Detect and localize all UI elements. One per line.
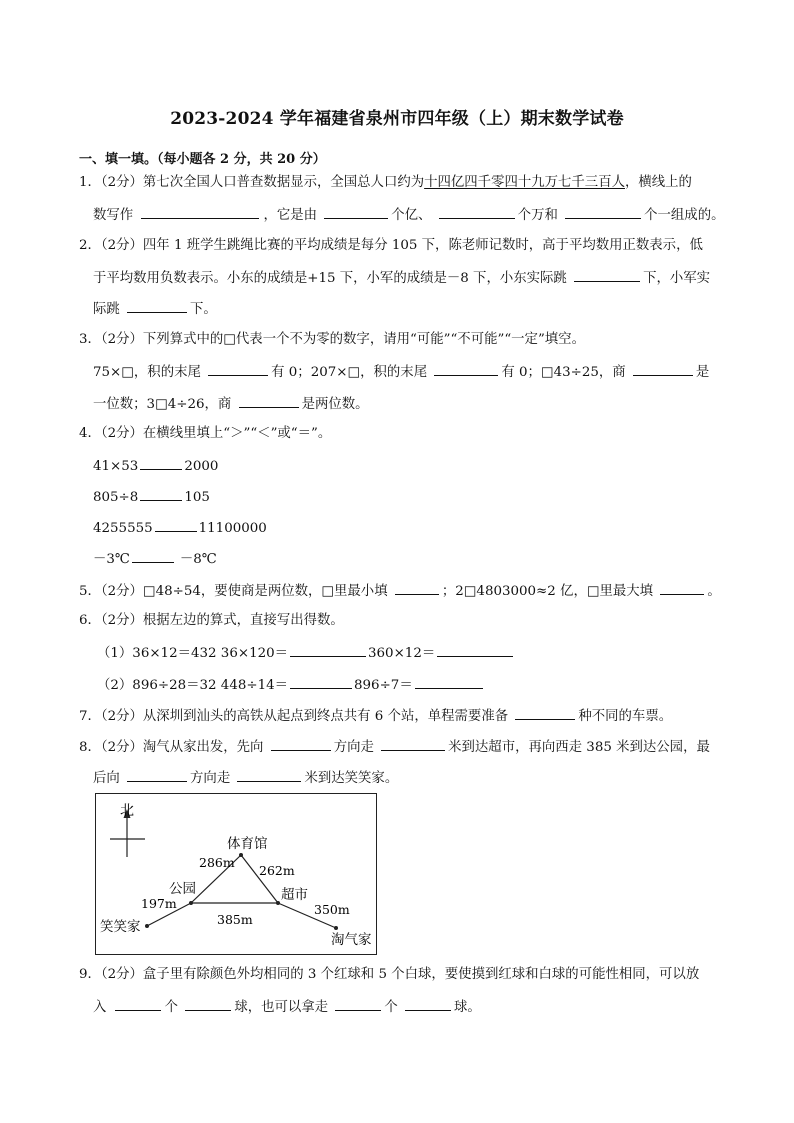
q6-line1: 6．（2分）根据左边的算式，直接写出得数。	[79, 613, 344, 628]
market-point	[276, 901, 280, 905]
q5-number: 5．	[79, 584, 101, 599]
q4-item: 4255555 11100000	[93, 517, 267, 539]
taoqi-home-label: 淘气家	[331, 932, 372, 948]
gym-label: 体育馆	[227, 836, 268, 852]
q4-line1: 4．（2分）在横线里填上“＞”“＜”或“＝”。	[79, 426, 332, 441]
answer-blank[interactable]	[115, 996, 161, 1011]
answer-blank[interactable]	[208, 361, 268, 376]
answer-blank[interactable]	[415, 674, 483, 689]
q2-line1: 2．（2分）四年 1 班学生跳绳比赛的平均成绩是每分 105 下，陈老师记数时，高于平均数用正数表示，低	[79, 238, 703, 253]
answer-blank[interactable]	[324, 204, 388, 219]
distance-park-gym: 286m	[199, 855, 235, 870]
q4-item: 41×53 2000	[93, 455, 218, 477]
q1-line1: 1．（2分）第七次全国人口普查数据显示，全国总人口约为十四亿四千零四十九万七千三百人，横线上的	[79, 175, 692, 190]
q8-number: 8．	[79, 740, 101, 755]
q6-row2: （2）896÷28＝32 448÷14＝ 896÷7＝	[97, 674, 485, 696]
answer-blank[interactable]	[405, 996, 451, 1011]
q6-number: 6．	[79, 613, 101, 628]
answer-blank[interactable]	[140, 455, 182, 470]
q4-item: 805÷8 105	[93, 486, 210, 508]
distance-park-market: 385m	[217, 912, 253, 927]
route-map-svg	[95, 793, 377, 955]
answer-blank[interactable]	[633, 361, 693, 376]
answer-blank[interactable]	[271, 736, 331, 751]
market-label: 超市	[281, 887, 308, 903]
answer-blank[interactable]	[439, 204, 515, 219]
answer-blank[interactable]	[290, 674, 352, 689]
q5-line: 5．（2分）□48÷54，要使商是两位数，□里最小填 ；2□4803000≈2 亿，□里最大填 。	[79, 580, 721, 602]
answer-blank[interactable]	[140, 486, 182, 501]
answer-blank[interactable]	[565, 204, 641, 219]
answer-blank[interactable]	[515, 705, 575, 720]
xiaoxiao-home-point	[145, 924, 149, 928]
north-label: 北	[120, 803, 134, 819]
q7-number: 7．	[79, 709, 101, 724]
answer-blank[interactable]	[395, 580, 439, 595]
q1-line2: 数写作 ，它是由 个亿、 个万和 个一组成的。	[93, 204, 724, 226]
q3-line2: 75×□，积的末尾 有 0；207×□，积的末尾 有 0；□43÷25，商 是	[93, 361, 709, 383]
q1-underlined-number: 十四亿四千零四十九万七千三百人	[424, 175, 625, 190]
xiaoxiao-home-label: 笑笑家	[100, 919, 141, 935]
park-label: 公园	[169, 881, 196, 897]
q1-number: 1．	[79, 175, 101, 190]
answer-blank[interactable]	[141, 204, 259, 219]
q4-number: 4．	[79, 426, 101, 441]
answer-blank[interactable]	[437, 642, 513, 657]
q3-number: 3．	[79, 332, 101, 347]
answer-blank[interactable]	[127, 767, 187, 782]
answer-blank[interactable]	[132, 548, 174, 563]
q9-line2: 入 个 球，也可以拿走 个 球。	[93, 996, 481, 1018]
answer-blank[interactable]	[381, 736, 445, 751]
answer-blank[interactable]	[239, 393, 299, 408]
answer-blank[interactable]	[290, 642, 366, 657]
q9-line1: 9．（2分）盒子里有除颜色外均相同的 3 个红球和 5 个白球，要使摸到红球和白球的可能性相同，可以放	[79, 967, 700, 982]
q6-row1: （1）36×12＝432 36×120＝ 360×12＝	[97, 642, 515, 664]
distance-xiaoxiao-park: 197m	[141, 896, 177, 911]
taoqi-home-point	[334, 926, 338, 930]
distance-gym-market: 262m	[259, 863, 295, 878]
answer-blank[interactable]	[155, 517, 197, 532]
answer-blank[interactable]	[185, 996, 231, 1011]
answer-blank[interactable]	[434, 361, 498, 376]
q2-number: 2．	[79, 238, 101, 253]
answer-blank[interactable]	[335, 996, 381, 1011]
q3-line1: 3．（2分）下列算式中的□代表一个不为零的数字，请用“可能”“不可能”“一定”填空。	[79, 332, 585, 347]
q2-line2: 于平均数用负数表示。小东的成绩是+15 下，小军的成绩是－8 下，小东实际跳 下，小军实	[93, 267, 710, 289]
answer-blank[interactable]	[574, 267, 640, 282]
answer-blank[interactable]	[237, 767, 301, 782]
q8-line1: 8．（2分）淘气从家出发，先向 方向走 米到达超市，再向西走 385 米到达公园，最	[79, 736, 710, 758]
q7-line: 7．（2分）从深圳到汕头的高铁从起点到终点共有 6 个站，单程需要准备 种不同的车票。	[79, 705, 672, 727]
q4-item: －3℃ －8℃	[93, 548, 217, 570]
answer-blank[interactable]	[127, 298, 187, 313]
distance-market-taoqi: 350m	[314, 902, 350, 917]
q3-line3: 一位数；3□4÷26，商 是两位数。	[93, 393, 369, 415]
park-point	[189, 901, 193, 905]
q2-line3: 际跳 下。	[93, 298, 217, 320]
gym-point	[239, 853, 243, 857]
q9-number: 9．	[79, 967, 101, 982]
exam-title: 2023-2024 学年福建省泉州市四年级（上）期末数学试卷	[170, 109, 624, 129]
q8-line2: 后向 方向走 米到达笑笑家。	[93, 767, 398, 789]
answer-blank[interactable]	[660, 580, 704, 595]
route-map-diagram	[95, 793, 377, 955]
section-heading: 一、填一填。（每小题各 2 分，共 20 分）	[79, 152, 326, 167]
